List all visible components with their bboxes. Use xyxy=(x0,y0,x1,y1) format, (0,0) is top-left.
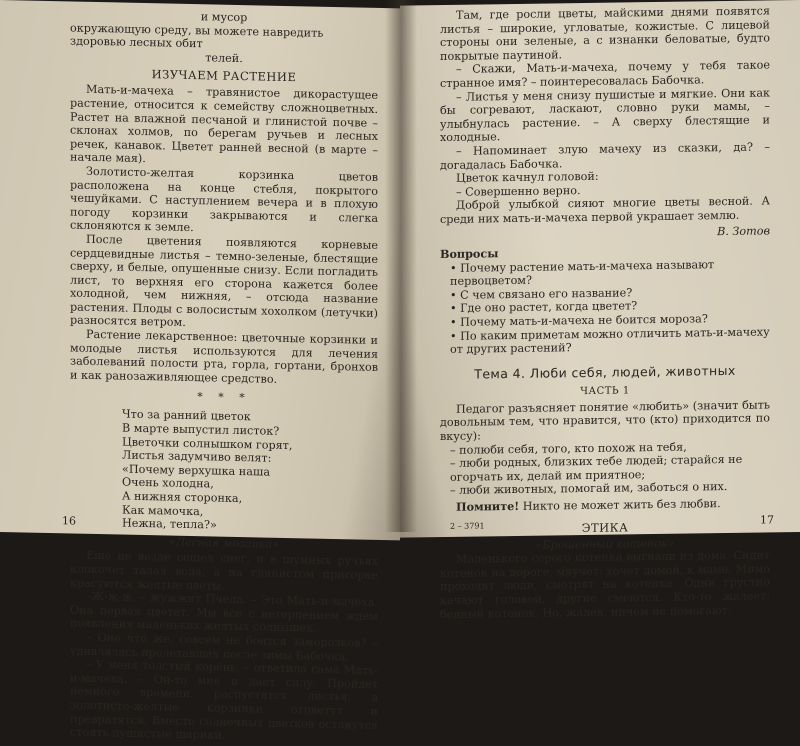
poem-line: «Почему верхушка наша xyxy=(122,462,270,479)
remember-label: Помните! xyxy=(456,498,520,514)
paragraph: После цветения появляются корневые сердцевидные листья – темно-зеленые, блестящие сверху, и белые, опушенные снизу. Если погладить лист, то верхняя его сторона кажется более холодной, чем нижняя, – отсюда название растения. Плоды с волосистым хохолком (летучки) разносятся ветром. xyxy=(70,232,378,330)
remember-text: Никто не может жить без любви. xyxy=(519,497,721,513)
poem-line: А нижняя сторонка, xyxy=(122,489,243,506)
poem-line: Нежна, тепла?» xyxy=(122,516,217,532)
remember-note xyxy=(440,496,770,514)
book-gutter xyxy=(385,0,417,532)
list-item: – полюби себя, того, кто похож на тебя, xyxy=(450,440,687,457)
paragraph: Мать-и-мачеха – травянистое дикорастущее растение, относится к семейству сложноцветных. Растет на влажной песчаной и глинистой почве – склонах холмов, по берегам ручьев и лесных речек, канавок. Цветет ранней весной (в марте – начале мая). xyxy=(70,83,378,166)
paragraph: Еще не везде сошел снег, и в шумных ручьях клокочет талая вода, а на глинистом пригорке красуются желтые цветы. xyxy=(70,549,378,593)
right-page xyxy=(400,0,800,621)
signature-mark: 2 – 3791 xyxy=(450,521,485,531)
poem-line: Цветочки солнышком горят, xyxy=(122,435,293,452)
section-heading: ИЗУЧАЕМ РАСТЕНИЕ xyxy=(151,67,297,85)
paragraph: Там, где росли цветы, майскими днями появятся листья – широкие, угловатые, кожистые. С лицевой стороны они зеленые, а с изнанки беловатые, будто покрытые паутиной. xyxy=(440,4,770,63)
theme-title: Тема 4. Люби себя, людей, животных xyxy=(474,362,736,382)
poem-line: Что за ранний цветок xyxy=(122,407,251,424)
question-item: • С чем связано его название? xyxy=(450,286,633,302)
list-item: – люби родных, близких тебе людей; старайся не огорчать их, делай им приятное; xyxy=(450,453,743,484)
poem-line: Листья задумчиво велят: xyxy=(122,448,272,465)
paragraph: Маленького серого котенка выгнали из дома. Сидит котенок на дороге, мяучет: хочет домой, к маме. Мимо проходят люди, смотрят на котенка. Одни грустно качают головой, другие смеются. Кто-то жалеет: бедный котенок. Но, жалея, ничем не помогают. xyxy=(440,548,770,621)
paragraph: Цветок качнул головой: xyxy=(456,169,599,185)
separator-stars: * * * xyxy=(197,390,251,405)
top-line-3: телей. xyxy=(205,51,243,65)
page-number: 17 xyxy=(760,513,774,527)
list-item: – люби животных, помогай им, заботься о них. xyxy=(450,480,728,498)
paragraph: –Ж-ж-ж, – жужжит Пчела. – Это Мать-и-мачеха. Она первая цветет. Мы все с нетерпением ждем появления маленьких желтых солнышек. xyxy=(70,589,378,635)
question-item: • Где оно растет, когда цветет? xyxy=(450,299,638,316)
question-item: • По каким приметам можно отличить мать-и-мачеху от других растений? xyxy=(450,325,770,357)
ethics-heading: ЭТИКА xyxy=(581,519,629,535)
left-page xyxy=(0,0,400,742)
poem-line: Как мамочка, xyxy=(122,503,204,518)
part-heading: ЧАСТЬ 1 xyxy=(580,385,630,397)
paragraph: – Совершенно верно. xyxy=(456,183,581,199)
paragraph: Педагог разъясняет понятие «любить» (значит быть довольным тем, что нравится, что (кто) приходится по вкусу): xyxy=(440,398,770,444)
story-title: «Брошенный котенок» xyxy=(535,536,675,552)
paragraph: – Она что же, совсем не боится заморозков? – удивлялась пролетавшая после зимы Бабочка. xyxy=(70,630,378,663)
poem-line: В марте выпустил листок? xyxy=(122,421,280,438)
paragraph: – У меня толстый корень, – ответила сама Мать-и-мачеха. – Он-то мне и дает силу. Пройдет немного времени, распустятся листья, а золотисто-желтые корзинки отцветут и превратятся. Вместо солнечных цветков останутся стоять пушистые шарики. xyxy=(70,657,378,742)
author: В. Зотов xyxy=(717,223,770,238)
story-title: «Лесная мозаика» xyxy=(168,535,280,551)
question-item: • Почему растение мать-и-мачеха называют первоцветом? xyxy=(450,257,715,289)
paragraph: – Напоминает злую мачеху из сказки, да? – догадалась Бабочка. xyxy=(440,140,770,172)
poem xyxy=(122,408,378,536)
top-line-1: и мусор xyxy=(200,10,248,25)
page-number: 16 xyxy=(62,514,76,528)
paragraph: Золотисто-желтая корзинка цветов расположена на конце стебля, покрытого чешуйками. С наступлением вечера и в плохую погоду корзинки закрываются и слегка склоняются к земле. xyxy=(70,164,378,235)
paragraph: Растение лекарственное: цветочные корзинки и молодые листья используются для лечения заболеваний полости рта, горла, гортани, бронхов и как ранозаживляющее средство. xyxy=(70,327,378,386)
paragraph: – Скажи, Мать-и-мачеха, почему у тебя такое странное имя? – поинтересовалась Бабочка. xyxy=(440,58,770,90)
paragraph: – Листья у меня снизу пушистые и мягкие. Они как бы согревают, ласкают, словно руки мамы, – улыбнулась растение. – А сверху блестящие и холодные. xyxy=(440,85,770,145)
paragraph: Доброй улыбкой сияют многие цветы весной. А среди них мать-и-мачеха первой украшает землю. xyxy=(440,194,770,226)
questions-title: Вопросы xyxy=(440,246,499,262)
question-item: • Почему мать-и-мачеха не боится мороза? xyxy=(450,312,708,329)
top-line-2: окружающую среду, вы можете навредить здоровью лесных обит xyxy=(70,21,324,51)
poem-line: Очень холодна, xyxy=(122,475,214,491)
